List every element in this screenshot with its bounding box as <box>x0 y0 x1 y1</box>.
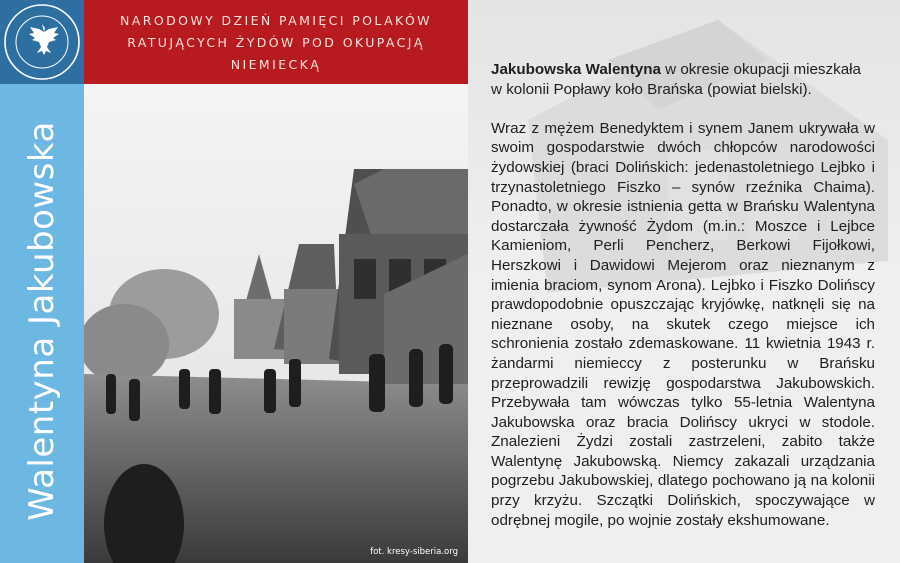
intro-paragraph <box>491 60 875 99</box>
header-banner <box>84 0 468 84</box>
intro-rest: w okresie okupacji mieszkała w kolonii Popławy koło Brańska (powiat bielski). <box>491 61 861 98</box>
biography-text <box>491 60 875 530</box>
header-line-3: NIEMIECKĄ <box>230 57 322 72</box>
photo-credit: fot. kresy-siberia.org <box>370 547 458 557</box>
person-name-vertical: Walentyna Jakubowska <box>22 121 62 521</box>
historical-street-photo <box>84 84 468 563</box>
left-sidebar-strip <box>0 0 84 563</box>
ipn-logo <box>0 0 84 84</box>
header-line-1: NARODOWY DZIEŃ PAMIĘCI POLAKÓW <box>120 13 432 28</box>
header-line-2: RATUJĄCYCH ŻYDÓW POD OKUPACJĄ <box>127 35 425 50</box>
intro-name: Jakubowska Walentyna <box>491 61 661 78</box>
body-paragraph: Wraz z mężem Benedyktem i synem Janem ukrywała w swoim gospodarstwie dwóch chłopców narodowości żydowskiej (braci Dolińskich: jedenastoletniego Lejbko i trzynastoletniego Fiszko – synów rzeźnika Chaima). Ponadto, w okresie istnienia getta w Brańsku Walentyna dostarczała żywność Żydom (m.in.: Moszce i Lejbce Kamieniom, Perli Pencherz, Berkowi Fijołkowi, Herszkowi i Dawidowi Mejerom oraz nieznanym z imienia braciom, synom Arona). Lejbko i Fiszko Dolińscy prawdopodobnie opuszczając kryjówkę, natknęli się na nieznane osoby, na skutek czego miejsce ich schronienia zostało zdemaskowane. 11 kwietnia 1943 r. żandarmi niemieccy z posterunku w Brańsku przeprowadzili rewizję gospodarstwa Jakubowskich. Przebywała tam wówczas tylko 55-letnia Walentyna Jakubowska oraz bracia Dolińscy ukryci w stodole. Znalezieni Żydzi zostali zastrzeleni, zabito także Walentynę Jakubowską. Niemcy zakazali urządzania pogrzebu Jakubowskiej, dlatego pochowano ją na kolonii przy krzyżu. Szczątki Dolińskich, spoczywające w odrębnej mogile, po wojnie zostały ekshumowane. <box>491 119 875 529</box>
eagle-emblem-icon <box>0 0 84 84</box>
